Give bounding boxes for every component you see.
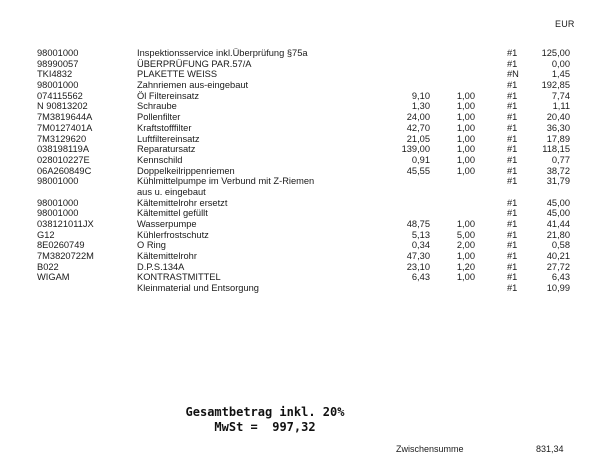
item-quantity: 1,00: [456, 133, 475, 144]
line-item: [0, 80, 600, 91]
item-tax-marker: #1: [507, 58, 518, 69]
grand-total-stamp: [150, 405, 380, 435]
line-item: [0, 69, 600, 80]
line-item: [0, 91, 600, 102]
item-line-total: 38,72: [546, 165, 570, 176]
line-item: [0, 208, 600, 219]
item-article-number: 98001000: [37, 197, 79, 208]
line-item: [0, 262, 600, 273]
item-line-total: 27,72: [546, 261, 570, 272]
item-quantity: 1,00: [456, 90, 475, 101]
item-article-number: 7M3819644A: [37, 112, 93, 123]
item-quantity: 1,00: [456, 219, 475, 229]
item-quantity: 5,00: [456, 229, 475, 240]
item-description: Öl Filtereinsatz: [137, 90, 199, 101]
item-tax-marker: #1: [507, 176, 518, 187]
item-tax-marker: #1: [507, 80, 518, 91]
item-quantity: 1,00: [456, 251, 475, 262]
item-line-total: 40,21: [546, 251, 570, 262]
item-article-number: 98001000: [37, 208, 79, 219]
item-line-total: 1,45: [551, 69, 570, 80]
item-unit-price: 48,75: [406, 219, 430, 229]
item-article-number: N 90813202: [37, 101, 88, 112]
item-tax-marker: #1: [507, 261, 518, 272]
item-article-number: 98990057: [37, 58, 79, 69]
item-line-total: 20,40: [546, 112, 570, 123]
item-unit-price: 45,55: [406, 165, 430, 176]
item-description: Inspektionsservice inkl.Überprüfung §75a: [137, 48, 308, 58]
item-unit-price: 21,05: [406, 133, 430, 144]
item-unit-price: 47,30: [406, 251, 430, 262]
item-tax-marker: #1: [507, 101, 518, 112]
line-item: [0, 176, 600, 187]
item-line-total: 31,79: [546, 176, 570, 187]
item-article-number: 98001000: [37, 176, 79, 187]
item-description: Kühlmittelpumpe im Verbund mit Z-Riemen: [137, 176, 315, 187]
item-article-number: G12: [37, 229, 55, 240]
item-description: Kühlerfrostschutz: [137, 229, 209, 240]
line-item: [0, 59, 600, 70]
line-item: [0, 144, 600, 155]
item-quantity: 1,00: [456, 144, 475, 155]
item-unit-price: 6,43: [411, 272, 430, 283]
item-line-total: 0,00: [551, 58, 570, 69]
currency-label: EUR: [555, 19, 575, 29]
item-quantity: 1,00: [456, 154, 475, 165]
line-item: [0, 272, 600, 283]
item-tax-marker: #1: [507, 283, 518, 294]
item-quantity: 2,00: [456, 240, 475, 251]
line-item: [0, 240, 600, 251]
line-item: [0, 198, 600, 209]
line-item: [0, 251, 600, 262]
item-tax-marker: #1: [507, 133, 518, 144]
item-quantity: 1,00: [456, 122, 475, 133]
line-item: [0, 112, 600, 123]
grand-total-line2: MwSt = 997,32: [214, 420, 316, 434]
item-unit-price: 1,30: [411, 101, 430, 112]
item-description: Kraftstofffilter: [137, 122, 192, 133]
item-quantity: 1,20: [456, 261, 475, 272]
item-article-number: WIGAM: [37, 272, 70, 283]
item-description: Kennschild: [137, 154, 183, 165]
item-tax-marker: #1: [507, 90, 518, 101]
item-description: Reparatursatz: [137, 144, 196, 155]
item-description: Luftfiltereinsatz: [137, 133, 200, 144]
item-description: Kältemittelrohr: [137, 251, 197, 262]
item-article-number: 028010227E: [37, 154, 90, 165]
item-description: O Ring: [137, 240, 166, 251]
item-line-total: 6,43: [551, 272, 570, 283]
item-description: Schraube: [137, 101, 177, 112]
item-unit-price: 23,10: [406, 261, 430, 272]
item-unit-price: 139,00: [401, 144, 430, 155]
item-description: KONTRASTMITTEL: [137, 272, 221, 283]
item-tax-marker: #1: [507, 208, 518, 219]
item-article-number: TKI4832: [37, 69, 73, 80]
item-article-number: 8E0260749: [37, 240, 85, 251]
item-description: ÜBERPRÜFUNG PAR.57/A: [137, 58, 252, 69]
item-line-total: 1,11: [552, 101, 570, 112]
item-article-number: 038121011JX: [37, 219, 94, 229]
line-item: [0, 230, 600, 241]
item-line-total: 0,58: [551, 240, 570, 251]
line-item: [0, 219, 600, 230]
item-unit-price: 42,70: [406, 122, 430, 133]
item-description: Pollenfilter: [137, 112, 181, 123]
item-line-total: 10,99: [546, 283, 570, 294]
item-tax-marker: #1: [507, 272, 518, 283]
line-item: [0, 283, 600, 294]
item-description: Kältemittelrohr ersetzt: [137, 197, 228, 208]
item-article-number: B022: [37, 261, 59, 272]
item-article-number: 98001000: [37, 48, 79, 58]
item-line-total: 17,89: [546, 133, 570, 144]
item-article-number: 038198119A: [37, 144, 90, 155]
item-description: Kleinmaterial und Entsorgung: [137, 283, 259, 294]
item-unit-price: 0,91: [411, 154, 430, 165]
item-article-number: 7M0127401A: [37, 122, 93, 133]
item-tax-marker: #1: [507, 144, 518, 155]
item-line-total: 41,44: [546, 219, 570, 229]
item-unit-price: 24,00: [406, 112, 430, 123]
item-line-total: 45,00: [546, 197, 570, 208]
item-tax-marker: #1: [507, 112, 518, 123]
item-line-total: 192,85: [541, 80, 570, 91]
item-quantity: 1,00: [456, 272, 475, 283]
item-unit-price: 5,13: [411, 229, 430, 240]
item-line-total: 7,74: [551, 90, 570, 101]
item-unit-price: 9,10: [411, 90, 430, 101]
item-description: D.P.S.134A: [137, 261, 185, 272]
line-item: [0, 155, 600, 166]
item-line-total: 125,00: [541, 48, 570, 58]
item-tax-marker: #1: [507, 251, 518, 262]
line-item: [0, 166, 600, 177]
item-line-total: 45,00: [546, 208, 570, 219]
item-description: Doppelkeilrippenriemen: [137, 165, 235, 176]
item-description: aus u. eingebaut: [137, 186, 206, 197]
item-line-total: 0,77: [551, 154, 570, 165]
item-article-number: 06A260849C: [37, 165, 92, 176]
item-tax-marker: #1: [507, 154, 518, 165]
item-tax-marker: #N: [507, 69, 519, 80]
item-article-number: 7M3129620: [37, 133, 87, 144]
item-article-number: 074115562: [37, 90, 83, 101]
item-line-total: 36,30: [546, 122, 570, 133]
line-item: [0, 187, 600, 198]
item-line-total: 118,15: [542, 144, 570, 155]
grand-total-line1: Gesamtbetrag inkl. 20%: [185, 405, 345, 419]
item-unit-price: 0,34: [411, 240, 430, 251]
line-item: [0, 123, 600, 134]
item-quantity: 1,00: [456, 101, 475, 112]
item-article-number: 98001000: [37, 80, 79, 91]
item-tax-marker: #1: [507, 197, 518, 208]
item-tax-marker: #1: [507, 240, 518, 251]
line-item: [0, 101, 600, 112]
item-line-total: 21,80: [546, 229, 570, 240]
item-description: Zahnriemen aus-eingebaut: [137, 80, 249, 91]
item-tax-marker: #1: [507, 48, 518, 58]
subtotal-value: 831,34: [536, 444, 564, 454]
item-description: PLAKETTE WEISS: [137, 69, 218, 80]
item-description: Kältemittel gefüllt: [137, 208, 208, 219]
item-tax-marker: #1: [507, 122, 518, 133]
invoice-line-items: [0, 48, 600, 294]
item-tax-marker: #1: [507, 229, 518, 240]
item-description: Wasserpumpe: [137, 219, 197, 229]
item-quantity: 1,00: [456, 112, 475, 123]
item-tax-marker: #1: [507, 219, 518, 229]
subtotal-label: Zwischensumme: [396, 444, 464, 454]
line-item: [0, 134, 600, 145]
item-quantity: 1,00: [456, 165, 475, 176]
item-article-number: 7M3820722M: [37, 251, 94, 262]
line-item: [0, 48, 600, 59]
item-tax-marker: #1: [507, 165, 518, 176]
